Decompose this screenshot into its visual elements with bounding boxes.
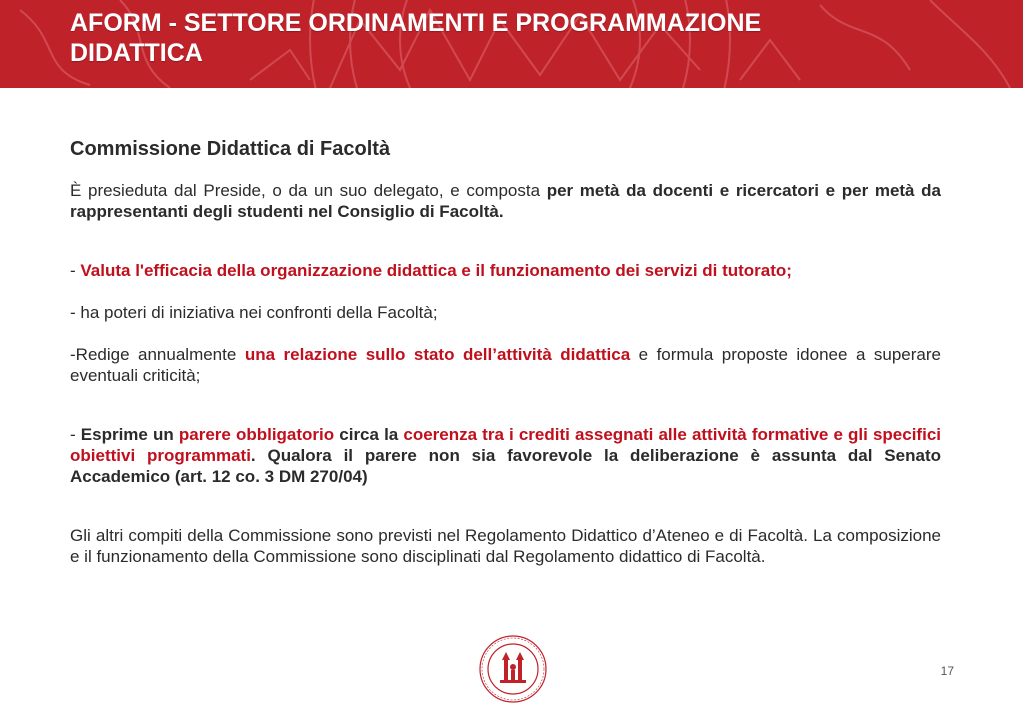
paragraph-composition: [70, 180, 941, 222]
report-red-text: una relazione sullo stato dell’attività didattica: [244, 345, 631, 364]
opinion-bold-2: circa la: [334, 425, 404, 444]
paragraph-evaluate: [70, 260, 941, 281]
evaluate-prefix: -: [70, 261, 81, 280]
other-duties-text: Gli altri compiti della Commissione sono previsti nel Regolamento Didattico d’Ateneo e di Facoltà. La composizione e il funzionamento della Commissione sono disciplinati dal Regolamento didattico di Facoltà.: [70, 526, 941, 566]
opinion-bold-3: . Qualora il parere non sia favorevole la deliberazione è assunta dal Senato Accademico (art. 12 co. 3 DM 270/04): [70, 446, 941, 486]
composition-text: È presieduta dal Preside, o da un suo delegato, e composta: [70, 181, 547, 200]
paragraph-report: [70, 344, 941, 386]
section-heading: Commissione Didattica di Facoltà: [70, 138, 391, 160]
university-seal-icon: [478, 634, 548, 704]
slide-title-line-1: AFORM - SETTORE ORDINAMENTI E PROGRAMMAZIONE: [70, 9, 762, 37]
opinion-red-2: coerenza tra i crediti assegnati alle attività formative e gli specifici obiettivi programmati: [70, 425, 941, 465]
paragraph-initiative: [70, 302, 941, 323]
opinion-bold-1: Esprime un: [80, 425, 179, 444]
slide-title-line-2: DIDATTICA: [70, 39, 203, 67]
slide-title: [70, 8, 970, 68]
initiative-text: - ha poteri di iniziativa nei confronti della Facoltà;: [70, 303, 438, 322]
paragraph-opinion: [70, 424, 941, 487]
composition-bold-text: per metà da docenti e ricercatori e per metà da rappresentanti degli studenti nel Consiglio di Facoltà.: [70, 181, 942, 221]
opinion-red-1: parere obbligatorio: [178, 425, 335, 444]
page-number: 17: [940, 664, 954, 678]
slide-header: [0, 0, 1023, 88]
evaluate-red-text: Valuta l'efficacia della organizzazione didattica e il funzionamento dei servizi di tutorato;: [80, 261, 792, 280]
opinion-prefix: -: [70, 425, 81, 444]
report-prefix: -Redige annualmente: [70, 345, 245, 364]
paragraph-other-duties: [70, 525, 941, 567]
report-suffix: e formula proposte idonee a superare eventuali criticità;: [70, 345, 941, 385]
slide-body: [70, 136, 941, 567]
